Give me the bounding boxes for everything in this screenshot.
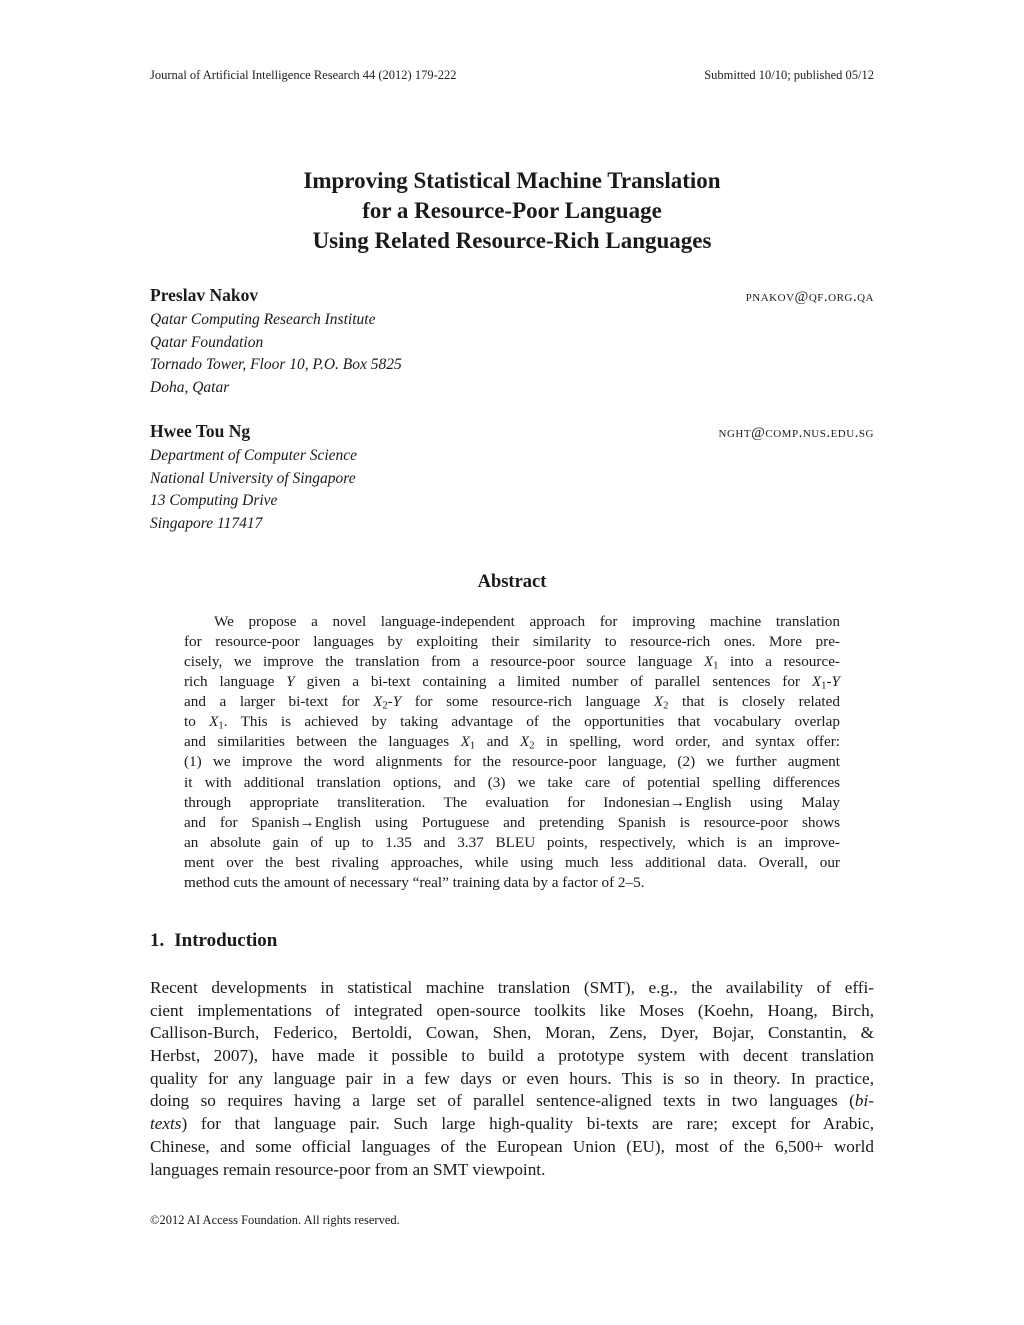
author-block (150, 285, 874, 399)
author-affiliation-line: 13 Computing Drive (150, 492, 278, 510)
section-number: 1. (150, 930, 165, 951)
author-affiliation-line: Tornado Tower, Floor 10, P.O. Box 5825 (150, 356, 402, 374)
body-line: Herbst, 2007), have made it possible to build a prototype system with decent translation (150, 1046, 874, 1066)
abstract-line: ment over the best rivaling approaches, while using much less additional data. Overall, our (184, 853, 840, 871)
abstract-line: for resource-poor languages by exploiting their similarity to resource-rich ones. More pre- (184, 633, 840, 651)
author-affiliation-line: Department of Computer Science (150, 447, 358, 464)
author-affiliation-line: Singapore 117417 (150, 514, 263, 532)
running-header (150, 68, 874, 83)
abstract-line: We propose a novel language-independent approach for improving machine translation (214, 613, 840, 630)
section-title: Introduction (174, 930, 278, 951)
author-block (150, 421, 874, 535)
section-body (150, 977, 874, 1181)
abstract-line: to $X_1$. This is achieved by taking advantage of the opportunities that vocabulary overlap (184, 713, 840, 732)
title-line-1: Improving Statistical Machine Translation (303, 168, 721, 193)
author-name: Hwee Tou Ng (150, 421, 251, 441)
paper-title (150, 166, 874, 256)
abstract-line: and for Spanish→English using Portuguese and pretending Spanish is resource-poor shows (184, 813, 840, 831)
abstract-body (184, 612, 840, 893)
title-line-2: for a Resource-Poor Language (362, 198, 662, 223)
abstract-heading: Abstract (477, 572, 547, 592)
author-name: Preslav Nakov (150, 285, 259, 305)
abstract-line: through appropriate transliteration. The evaluation for Indonesian→English using Malay (184, 793, 840, 811)
author-email[interactable]: pnakov@qf.org.qa (745, 289, 874, 305)
abstract-line: it with additional translation options, and (3) we take care of potential spelling differences (184, 773, 840, 791)
body-line: languages remain resource-poor from an SMT viewpoint. (150, 1159, 546, 1179)
abstract-line: cisely, we improve the translation from a resource-poor source language $X_1$ into a resource- (184, 653, 840, 672)
section-heading (150, 930, 277, 952)
abstract-line: method cuts the amount of necessary “real” training data by a factor of 2–5. (184, 873, 645, 891)
author-email[interactable]: nght@comp.nus.edu.sg (718, 425, 874, 441)
abstract-line: an absolute gain of up to 1.35 and 3.37 BLEU points, respectively, which is an improve- (184, 833, 840, 851)
submission-dates: Submitted 10/10; published 05/12 (704, 68, 874, 82)
body-line: Recent developments in statistical machine translation (SMT), e.g., the availability of effi- (150, 978, 874, 997)
author-affiliation-line: National University of Singapore (150, 469, 356, 487)
body-line: doing so requires having a large set of parallel sentence-aligned texts in two languages (bi- (150, 1091, 874, 1111)
body-line: Callison-Burch, Federico, Bertoldi, Cowan, Shen, Moran, Zens, Dyer, Bojar, Constantin, & (150, 1023, 874, 1043)
abstract-line: rich language Y given a bi-text containing a limited number of parallel sentences for $X_1-Y$ (184, 673, 840, 692)
title-line-3: Using Related Resource-Rich Languages (312, 228, 712, 253)
abstract-line: and similarities between the languages $X_1$ and $X_2$ in spelling, word order, and syntax offer: (184, 733, 840, 753)
abstract-line: (1) we improve the word alignments for the resource-poor language, (2) we further augment (184, 753, 840, 771)
journal-citation: Journal of Artificial Intelligence Research 44 (2012) 179-222 (150, 68, 457, 82)
abstract-line: and a larger bi-text for $X_2-Y$ for some resource-rich language $X_2$ that is closely related (184, 693, 840, 712)
body-line: quality for any language pair in a few days or even hours. This is so in theory. In practice, (150, 1068, 874, 1088)
body-line: Chinese, and some official languages of the European Union (EU), most of the 6,500+ world (150, 1136, 874, 1156)
body-line: cient implementations of integrated open-source toolkits like Moses (Koehn, Hoang, Birch, (150, 1000, 874, 1020)
author-affiliation-line: Doha, Qatar (150, 378, 230, 396)
body-line: texts) for that language pair. Such large high-quality bi-texts are rare; except for Arabic, (150, 1114, 874, 1134)
author-affiliation-line: Qatar Foundation (150, 333, 264, 351)
copyright-notice: ©2012 AI Access Foundation. All rights reserved. (150, 1213, 400, 1227)
author-affiliation-line: Qatar Computing Research Institute (150, 311, 376, 328)
